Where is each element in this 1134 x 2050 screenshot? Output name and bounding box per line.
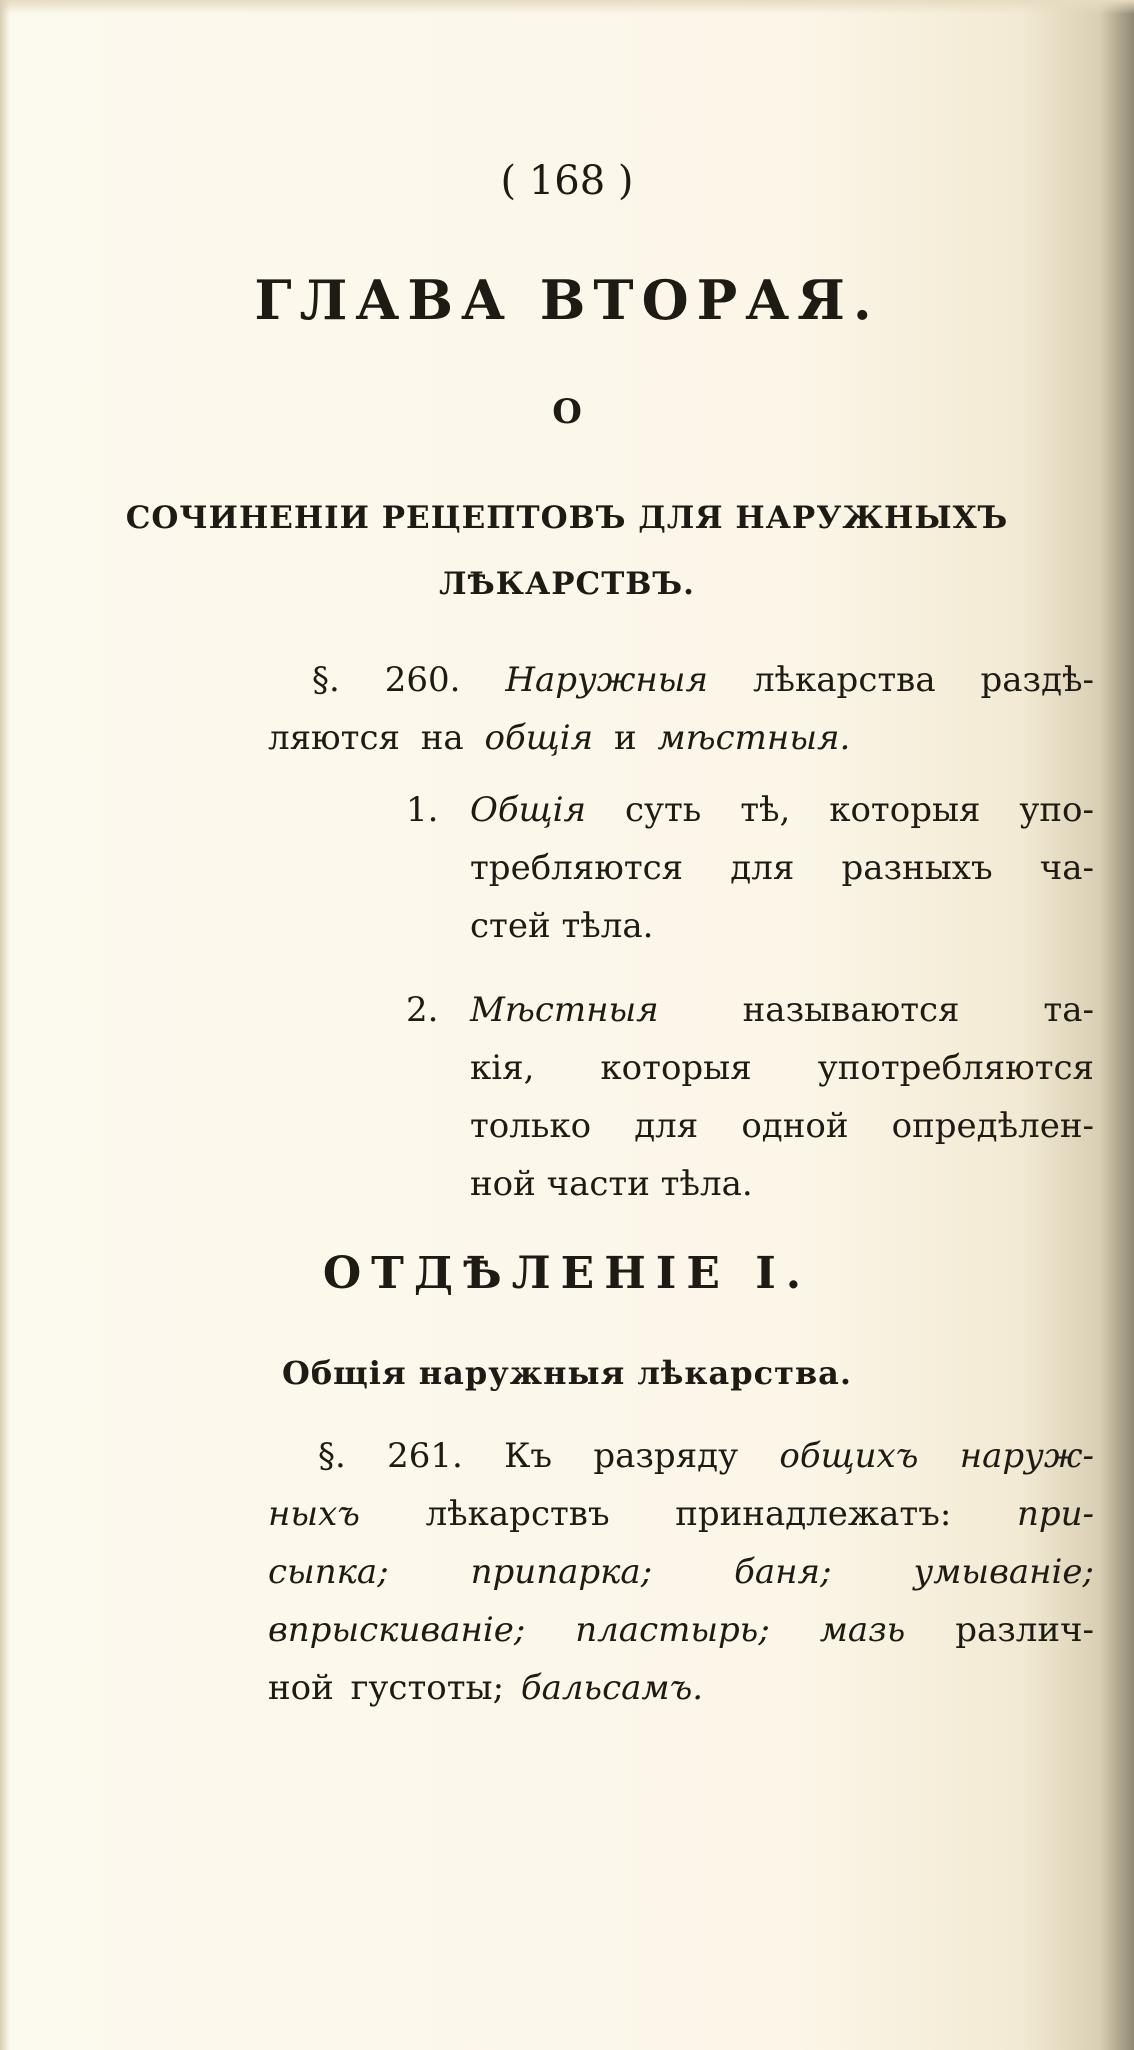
item-2-line1 xyxy=(470,990,1094,1030)
para-261-text: различ- xyxy=(955,1610,1095,1650)
section-subtitle: Общія наружныя лѣкарства. xyxy=(281,1354,853,1392)
page-top-edge xyxy=(0,0,1134,14)
para-260-line1 xyxy=(312,660,1094,700)
remedy-injection: впрыскиваніе; xyxy=(268,1610,526,1650)
para-260-mark: §. 260. xyxy=(312,660,461,700)
term-general-pl: общихъ xyxy=(779,1436,919,1476)
item-1-text: суть тѣ, которыя упо- xyxy=(624,790,1094,830)
para-261-line2 xyxy=(268,1494,1094,1534)
item-1-line1 xyxy=(470,790,1094,830)
para-261-text: Къ разряду xyxy=(504,1436,739,1476)
term-external-pl: наруж- xyxy=(959,1436,1094,1476)
term-local: мѣстныя. xyxy=(657,718,851,758)
term-external-pl-cont: ныхъ xyxy=(268,1494,360,1534)
para-260-text: лѣкарства раздѣ- xyxy=(752,660,1095,700)
term-general: общія xyxy=(484,718,594,758)
para-261-text: лѣкарствъ принадлежатъ: xyxy=(425,1494,952,1534)
item-1-term: Общія xyxy=(470,790,587,830)
item-2-number: 2. xyxy=(406,990,439,1030)
remedy-bath: баня; xyxy=(734,1552,832,1592)
chapter-subtitle-line2: ЛѢКАРСТВЪ. xyxy=(439,566,695,602)
section-title: ОТДѢЛЕНІЕ I. xyxy=(322,1248,812,1299)
para-261-line5 xyxy=(268,1668,1094,1708)
chapter-subtitle-line1: СОЧИНЕНІИ РЕЦЕПТОВЪ ДЛЯ НАРУЖНЫХЪ xyxy=(125,500,1009,536)
item-2-text: называются та- xyxy=(742,990,1094,1030)
item-1-line2: требляются для разныхъ ча- xyxy=(470,848,1094,888)
remedy-powder-cont: сыпка; xyxy=(268,1552,389,1592)
item-2-line2: кія, которыя употребляются xyxy=(470,1048,1094,1088)
item-1-line3: стей тѣла. xyxy=(470,906,654,946)
chapter-title: ГЛАВА ВТОРАЯ. xyxy=(254,268,880,332)
para-260-line2 xyxy=(268,718,1094,758)
remedy-poultice: припарка; xyxy=(470,1552,653,1592)
item-2-term: Мѣстныя xyxy=(470,990,659,1030)
remedy-washing: умываніе; xyxy=(913,1552,1095,1592)
para-260-text: ляются на xyxy=(268,718,464,758)
page-number: ( 168 ) xyxy=(500,158,634,204)
remedy-balsam: бальсамъ. xyxy=(520,1668,704,1708)
remedy-ointment: мазь xyxy=(819,1610,906,1650)
item-1-number: 1. xyxy=(406,790,439,830)
term-external: Наружныя xyxy=(505,660,709,700)
para-261-text: ной густоты; xyxy=(268,1668,505,1708)
para-261-mark: §. 261. xyxy=(318,1436,463,1476)
chapter-preposition: О xyxy=(552,392,582,432)
item-2-line3: только для одной опредѣлен- xyxy=(470,1106,1094,1146)
para-261-line1 xyxy=(318,1436,1094,1476)
para-261-line4 xyxy=(268,1610,1094,1650)
remedy-powder: при- xyxy=(1016,1494,1094,1534)
para-261-line3 xyxy=(268,1552,1094,1592)
para-260-conj: и xyxy=(613,718,637,758)
remedy-plaster: пластырь; xyxy=(575,1610,770,1650)
item-2-line4: ной части тѣла. xyxy=(470,1164,753,1204)
